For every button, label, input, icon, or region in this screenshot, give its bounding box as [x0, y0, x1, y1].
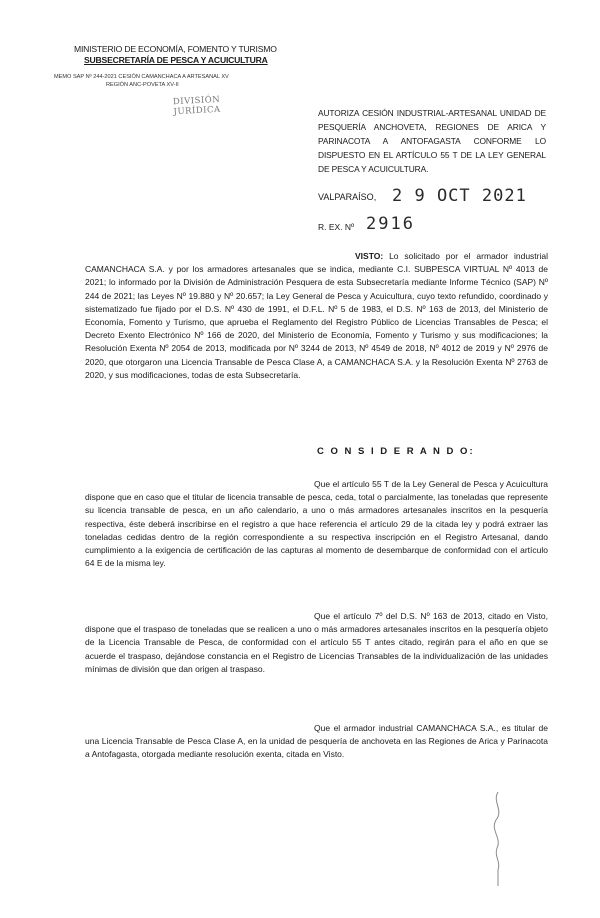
- considerando-paragraph-1: Que el artículo 55 T de la Ley General de Pesca y Acuicultura dispone que en caso que el titular de licencia transable de pesca, ceda, total o parcialmente, las toneladas que represente su licencia transable de pesca, en un año calendario, a uno o más armadores artesanales inscritos en la pesquería respectiva, éste deberá inscribirse en el registro a que hace referencia el artículo 29 de la citada ley y podrá extraer las toneladas cedidas dentro de la región correspondiente a su respectiva inscripción en el Registro Artesanal, dando cumplimiento a la exigencia de certificación de las capturas al momento de desembarque de conformidad con el artículo 64 E de la misma ley.: [85, 479, 548, 569]
- considerando-paragraph-2: Que el artículo 7º del D.S. Nº 163 de 2013, citado en Visto, dispone que el traspaso de toneladas que se realicen a uno o más armadores artesanales inscritos en la pesquería objeto de la Licencia Transable de Pesca, de conformidad con el artículo 55 T antes citado, regirán para el año en que se acuerde el traspaso, dejándose constancia en el Registro de Licencias Transables de la individualización de las unidades mínimas de división que dan origen al traspaso.: [85, 611, 548, 674]
- visto-label: VISTO:: [355, 251, 384, 261]
- ministry-name: MINISTERIO DE ECONOMÍA, FOMENTO Y TURISMO: [74, 44, 277, 54]
- subsecretaria-name: SUBSECRETARÍA DE PESCA Y ACUICULTURA: [84, 55, 268, 65]
- stamp-line-2: JURÍDICA: [173, 104, 221, 118]
- margin-handwriting-mark: [488, 790, 508, 890]
- stamp-line-1: DIVISIÓN: [172, 94, 221, 108]
- considerando-paragraph-3: Que el armador industrial CAMANCHACA S.A., es titular de una Licencia Transable de Pesca Clase A, en la unidad de pesquería de anchoveta en las Regiones de Arica y Parinacota a Antofagasta, otorgada mediante resolución exenta, citada en Visto.: [85, 723, 548, 760]
- letterhead: [54, 44, 300, 88]
- place-label: VALPARAÍSO,: [318, 192, 377, 202]
- resolution-subject: AUTORIZA CESIÓN INDUSTRIAL-ARTESANAL UNIDAD DE PESQUERÍA ANCHOVETA, REGIONES DE ARICA Y PARINACOTA A ANTOFAGASTA CONFORME LO DISPUESTO EN EL ARTÍCULO 55 T DE LA LEY GENERAL DE PESCA Y ACUICULTURA.: [318, 108, 546, 174]
- memo-reference: MEMO SAP Nº 244-2021 CESIÓN CAMANCHACA A ARTESANAL XV: [54, 74, 229, 80]
- region-reference: REGIÓN ANC-POVETA XV-II: [106, 82, 179, 88]
- rex-number: 2916: [366, 214, 415, 234]
- visto-text: Lo solicitado por el armador industrial CAMANCHACA S.A. y por los armadores artesanales que se indica, mediante C.I. SUBPESCA VIRTUAL Nº 4013 de 2021; lo informado por la División de Administración Pesquera de esta Subsecretaría mediante Informe Técnico (SAP) Nº 244 de 2021; las Leyes Nº 19.880 y Nº 20.657; la Ley General de Pesca y Acuicultura, cuyo texto refundido, coordinado y sistematizado fue fijado por el D.S. Nº 430 de 1991, el D.F.L. Nº 5 de 1983, el D.S. Nº 163 de 2013, del Ministerio de Economía, Fomento y Turismo, que aprueba el Reglamento del Registro Público de Licencias Transables de Pesca; el Decreto Exento Electrónico Nº 166 de 2020, del Ministerio de Economía, Fomento y Turismo y sus modificaciones; la Resolución Exenta Nº 2054 de 2013, modificada por Nº 3244 de 2013, Nº 4549 de 2018, Nº 4012 de 2019 y Nº 2976 de 2020, que otorgaron una Licencia Transable de Pesca Clase A, a CAMANCHACA S.A. y la Resolución Exenta Nº 2763 de 2020, y sus modificaciones, todas de esta Subsecretaría.: [85, 251, 548, 380]
- division-juridica-stamp: [165, 94, 228, 123]
- considerando-heading: C O N S I D E R A N D O:: [317, 446, 475, 457]
- resolution-date: 2 9 OCT 2021: [392, 186, 527, 206]
- visto-paragraph: [85, 250, 548, 382]
- rex-label: R. EX. Nº: [318, 222, 355, 232]
